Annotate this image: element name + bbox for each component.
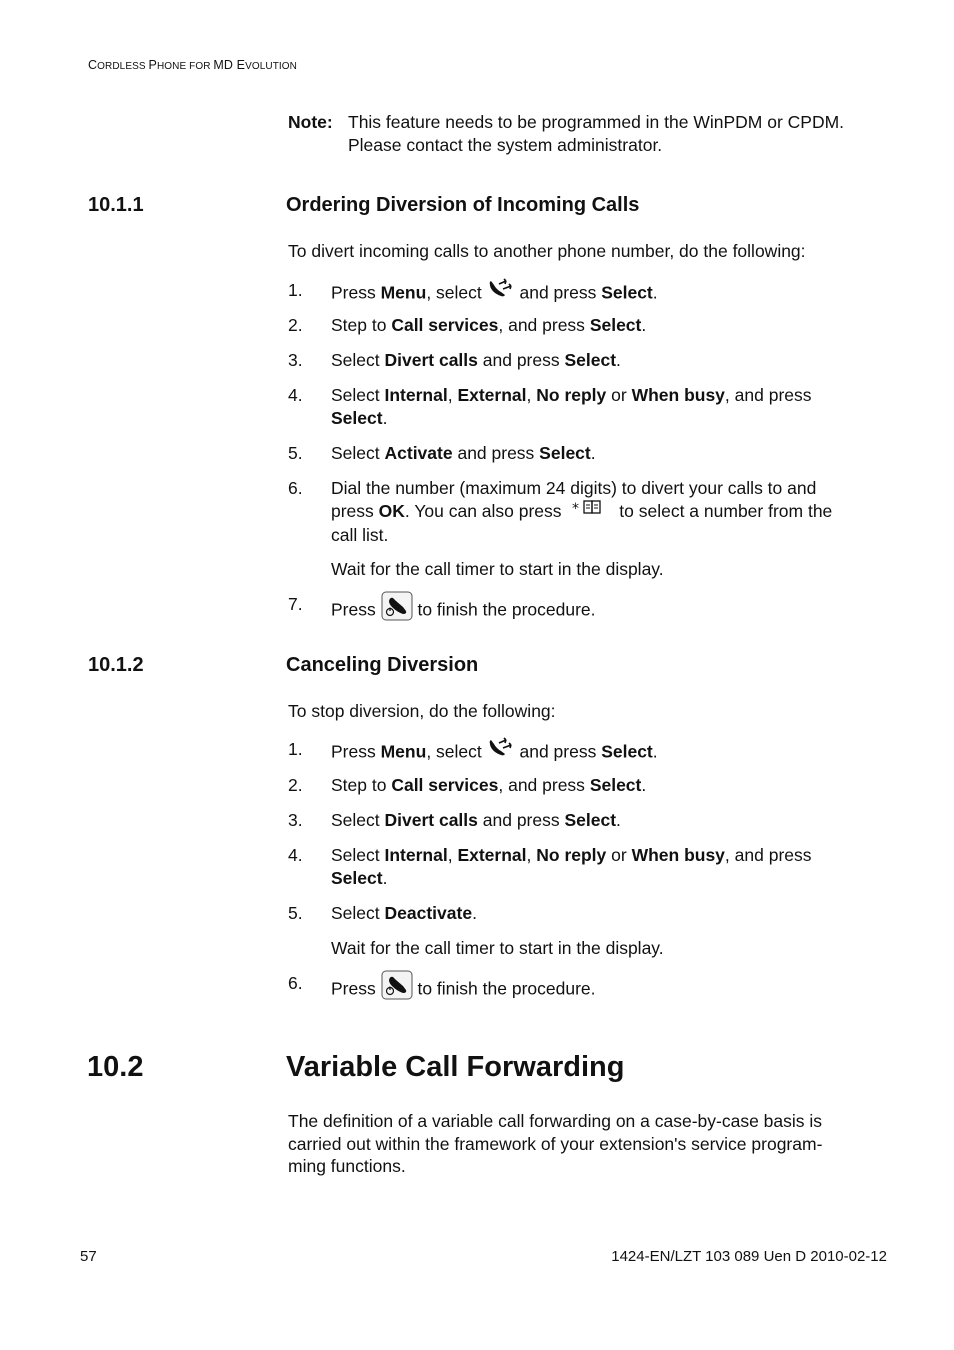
on-hook-power-icon (381, 970, 413, 1006)
svg-text:*: * (572, 501, 580, 517)
section-number-10-2: 10.2 (87, 1051, 144, 1083)
section-number-10-1-1: 10.1.1 (88, 194, 144, 216)
call-services-icon (487, 736, 515, 766)
running-header: CORDLESS PHONE FOR MD EVOLUTION (88, 58, 297, 72)
call-services-icon (487, 277, 515, 307)
note-text: This feature needs to be programmed in the WinPDM or CPDM. Please contact the system administrator. (348, 112, 845, 155)
section-intro: To divert incoming calls to another phone number, do the following: (288, 241, 806, 261)
page-number: 57 (80, 1248, 97, 1265)
wait-note: Wait for the call timer to start in the display. (331, 938, 664, 958)
section-title-canceling-diversion: Canceling Diversion (286, 654, 479, 676)
section-title-variable-call-forwarding: Variable Call Forwarding (286, 1051, 625, 1083)
note-label: Note: (288, 112, 333, 132)
star-phonebook-icon (572, 498, 606, 522)
section-body: The definition of a variable call forwarding on a case-by-case basis is carried out within the framework of your extension's service program- ming functions. (288, 1111, 823, 1176)
document-id: 1424-EN/LZT 103 089 Uen D 2010-02-12 (611, 1248, 887, 1265)
on-hook-power-icon (381, 591, 413, 627)
section-number-10-1-2: 10.1.2 (88, 654, 144, 676)
section-title-ordering-diversion: Ordering Diversion of Incoming Calls (286, 194, 640, 216)
wait-note: Wait for the call timer to start in the display. (331, 559, 664, 579)
section-intro: To stop diversion, do the following: (288, 701, 556, 721)
